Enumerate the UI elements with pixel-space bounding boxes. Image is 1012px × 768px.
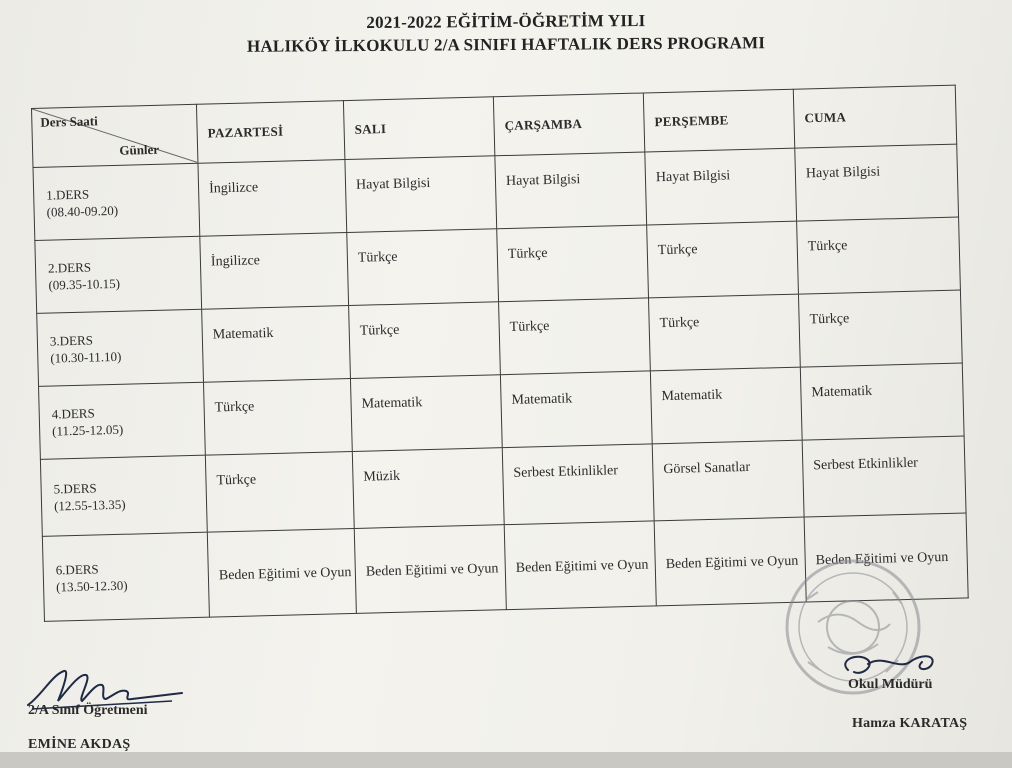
day-header: SALI [343,97,494,160]
subject-text: Türkçe [357,249,398,266]
subject-cell [205,451,354,532]
subject-text: İngilizce [208,180,259,197]
lesson-time: (10.30-11.10) [50,348,122,366]
subject-cell [203,379,352,456]
lesson-label-cell [42,532,209,621]
lesson-time: (11.25-12.05) [51,421,124,439]
corner-cell [32,104,198,167]
subject-text: Türkçe [509,318,550,335]
subject-cell: Beden Eğitimi ve Oyun [804,513,968,602]
day-header: PERŞEMBE [643,89,794,152]
lesson-time: (13.50-12.30) [55,577,128,595]
subject-text: Görsel Sanatlar [663,459,751,478]
principal-role-label: Okul Müdürü [848,677,933,692]
subject-text: Türkçe [809,311,850,328]
subject-text: Matematik [661,387,723,405]
subject-text: Türkçe [657,242,698,259]
subject-cell [198,160,347,237]
teacher-name: EMİNE AKDAŞ [28,737,131,752]
subject-text: Matematik [212,325,274,343]
day-header: ÇARŞAMBA [493,93,644,156]
lesson-time: (09.35-10.15) [48,275,121,293]
subject-cell [497,225,649,302]
subject-cell: Beden Eğitimi ve Oyun [354,525,506,614]
subject-cell [352,448,504,529]
subject-text: Serbest Etkinlikler [813,455,919,474]
subject-cell [802,436,966,517]
subject-cell [502,444,654,525]
subject-text: Matematik [811,383,873,401]
subject-text: Matematik [511,391,573,408]
subject-text: Hayat Bilgisi [655,168,731,186]
lesson-number: 3.DERS [49,332,94,349]
lesson-label-cell [33,163,200,240]
corner-label-gunler: Günler [119,141,160,158]
subject-cell [495,152,647,229]
subject-cell: Beden Eğitimi ve Oyun [504,521,656,610]
subject-cell [652,440,804,521]
page-bottom-edge [0,752,1012,768]
subject-cell: Beden Eğitimi ve Oyun [207,528,356,617]
subject-cell [349,302,501,379]
document-header [0,6,1012,59]
teacher-role-label: 2/A Sınıf Öğretmeni [28,703,148,718]
lesson-label-cell [37,309,204,386]
subject-cell [798,290,962,367]
day-header: PAZARTESİ [196,101,344,164]
subject-cell [499,298,651,375]
subject-cell [800,363,964,440]
corner-label-ders-saati: Ders Saati [40,113,98,130]
subject-text: Müzik [363,468,401,485]
subject-text: Matematik [361,395,423,412]
subject-cell [350,375,502,452]
header-school-line: HALIKÖY İLKOKULU 2/A SINIFI HAFTALIK DERS PROGRAMI [246,33,766,56]
lesson-label-cell [40,455,207,536]
subject-cell: Beden Eğitimi ve Oyun [654,517,806,606]
subject-text: Serbest Etkinlikler [513,463,619,481]
subject-cell [200,233,349,310]
subject-cell [345,156,497,233]
lesson-number: 5.DERS [53,480,97,497]
lesson-time: (12.55-13.35) [53,496,126,514]
lesson-time: (08.40-09.20) [46,202,119,220]
subject-cell [347,229,499,306]
lesson-number: 2.DERS [47,259,92,276]
lesson-number: 6.DERS [55,561,99,578]
subject-text: Türkçe [214,399,255,416]
lesson-number: 4.DERS [51,405,95,422]
lesson-label-cell [39,382,206,459]
subject-cell [797,217,961,294]
subject-cell [649,294,801,371]
subject-text: Türkçe [659,315,700,332]
subject-text: Hayat Bilgisi [805,164,881,182]
subject-text: Türkçe [507,245,548,262]
subject-text: Türkçe [359,322,400,339]
weekly-schedule-table [31,85,969,622]
subject-text: İngilizce [210,253,261,270]
lesson-label-cell [35,236,202,313]
subject-cell [647,221,799,298]
subject-cell [500,371,652,448]
subject-cell [650,367,802,444]
subject-text: Türkçe [216,472,257,489]
header-year-line: 2021-2022 EĞİTİM-ÖĞRETİM YILI [366,11,646,32]
subject-text: Türkçe [807,238,848,255]
subject-cell [202,306,351,383]
subject-cell [795,144,959,221]
subject-cell [645,148,797,225]
principal-name: Hamza KARATAŞ [852,716,968,731]
lesson-number: 1.DERS [46,186,90,203]
subject-text: Hayat Bilgisi [355,175,431,193]
subject-text: Hayat Bilgisi [505,172,581,190]
day-header: CUMA [793,85,956,148]
